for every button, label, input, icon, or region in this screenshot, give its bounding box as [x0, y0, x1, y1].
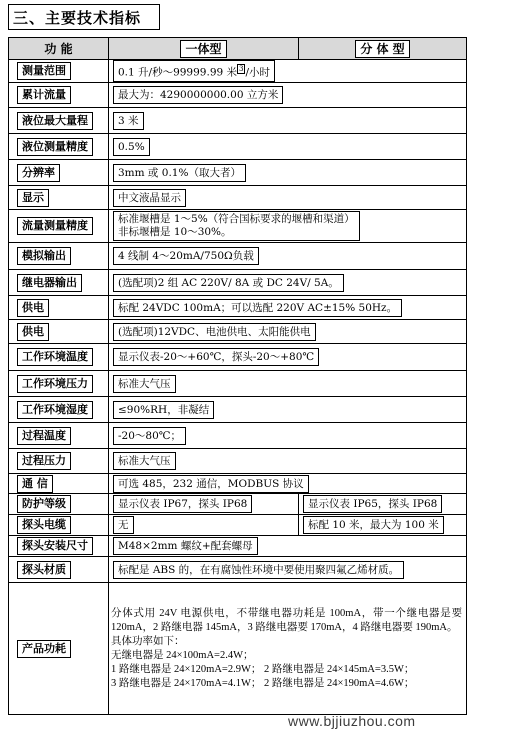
row-label: [9, 423, 109, 449]
table-row: [9, 515, 467, 536]
cell-text: 显示仪表 IP67，探头 IP68: [113, 495, 252, 513]
cell-text: 工作环境压力: [17, 375, 93, 393]
row-label: [9, 320, 109, 344]
table-row: [9, 320, 467, 344]
row-value: [109, 186, 467, 210]
row-value: [109, 536, 467, 557]
row-label: [9, 270, 109, 296]
row-label: [9, 371, 109, 397]
row-value: [109, 320, 467, 344]
cell-text: 中文液晶显示: [113, 189, 186, 207]
row-value: [109, 83, 467, 108]
cell-text: 4 线制 4～20mA/750Ω负载: [113, 247, 259, 265]
cell-text: 累计流量: [17, 86, 71, 104]
cell-text: 标准堰槽是 1～5%（符合国标要求的堰槽和渠道） 非标堰槽是 10～30%。: [113, 211, 360, 241]
cell-text: 供电: [17, 299, 49, 317]
row-label: [9, 186, 109, 210]
row-value: [109, 371, 467, 397]
cell-text: 液位测量精度: [17, 138, 93, 156]
cell-text: ≤90%RH，非凝结: [113, 401, 214, 419]
table-row: [9, 296, 467, 320]
cell-text: 0.5%: [113, 138, 150, 156]
table-row: [9, 371, 467, 397]
cell-text: 标配 10 米，最大为 100 米: [303, 516, 444, 534]
row-value: [299, 515, 467, 536]
cell-text: 工作环境温度: [17, 348, 93, 366]
section-title: 三、主要技术指标: [8, 4, 160, 30]
table-row: [9, 186, 467, 210]
row-label: [9, 60, 109, 83]
row-label: [9, 494, 109, 515]
cell-text: 模拟输出: [17, 247, 71, 265]
row-label: [9, 449, 109, 474]
cell-text: 可选 485，232 通信，MODBUS 协议: [113, 475, 309, 493]
row-value: [109, 344, 467, 371]
cell-text: 过程压力: [17, 452, 71, 470]
cell-text: 供电: [17, 323, 49, 341]
row-label: [9, 243, 109, 270]
cell-text: 防护等级: [17, 495, 71, 513]
cell-text: 继电器输出: [17, 274, 82, 292]
cell-text: 3 米: [113, 112, 144, 130]
row-label: [9, 515, 109, 536]
table-row: [9, 423, 467, 449]
table-row: [9, 108, 467, 134]
row-label: [9, 536, 109, 557]
cell-text: (选配项)12VDC、电池供电、太阳能供电: [113, 323, 316, 341]
row-label: [9, 210, 109, 243]
cell-text: 分 体 型: [355, 40, 409, 58]
table-row: [9, 134, 467, 160]
row-value: [299, 494, 467, 515]
cell-text: 最大为：4290000000.00 立方米: [113, 86, 283, 104]
row-value: [109, 134, 467, 160]
cell-text: M48×2mm 螺纹+配套螺母: [113, 537, 258, 555]
cell-text: 标准大气压: [113, 452, 176, 470]
cell-text: 一体型: [180, 40, 226, 58]
cell-text: 工作环境湿度: [17, 401, 93, 419]
table-row: [9, 344, 467, 371]
row-label: [9, 397, 109, 423]
header-split: [299, 38, 467, 60]
row-value: [109, 423, 467, 449]
cell-text: 无: [113, 516, 134, 534]
table-row: [9, 160, 467, 186]
table-row: [9, 536, 467, 557]
header-integrated: [109, 38, 299, 60]
cell-text: 标配是 ABS 的，在有腐蚀性环境中要使用聚四氟乙烯材质。: [113, 561, 404, 579]
table-row: [9, 60, 467, 83]
row-value: [109, 243, 467, 270]
row-label: [9, 296, 109, 320]
table-row: [9, 270, 467, 296]
row-value: [109, 296, 467, 320]
cell-text: 0.1 升/秒～99999.99 米 $^3$ /小时: [113, 60, 275, 82]
table-header: [9, 38, 467, 60]
cell-text: 流量测量精度: [17, 217, 93, 235]
cell-text: 标配 24VDC 100mA；可以选配 220V AC±15% 50Hz。: [113, 299, 402, 317]
product-power-text: 分体式用 24V 电源供电，不带继电器功耗是 100mA，带一个继电器是要 120mA，2 路继电器 145mA，3 路继电器要 170mA，4 路继电器要 190mA。 具体功率如下： 无继电器是 24×100mA=2.4W； 1 路继电器是 24×120mA=2.9W； 2 路继电器是 24×145mA=3.5W； 3 路继电器是 24×170mA=4.1W； 2 路继电器是 24×190mA=4.6W；: [111, 607, 462, 689]
row-value: [109, 397, 467, 423]
cell-text: 通 信: [17, 475, 53, 493]
row-label: [9, 474, 109, 494]
row-label: [9, 344, 109, 371]
cell-text: 显示仪表 IP65，探头 IP68: [303, 495, 442, 513]
table-row: [9, 449, 467, 474]
row-label: [9, 108, 109, 134]
row-value: [109, 60, 467, 83]
cell-text: 液位最大量程: [17, 112, 93, 130]
cell-text: 产品功耗: [17, 640, 71, 658]
cell-text: 过程温度: [17, 427, 71, 445]
row-value: [109, 474, 467, 494]
cell-text: 测量范围: [17, 62, 71, 80]
table-row: [9, 397, 467, 423]
cell-text: 探头材质: [17, 561, 71, 579]
cell-text: 3mm 或 0.1%（取大者）: [113, 164, 246, 182]
table-row: [9, 83, 467, 108]
cell-text: 分辨率: [17, 164, 60, 182]
row-value: [109, 557, 467, 583]
cell-text: 探头电缆: [17, 516, 71, 534]
cell-text: (选配项)2 组 AC 220V/ 8A 或 DC 24V/ 5A。: [113, 274, 344, 292]
row-label: [9, 83, 109, 108]
table-row: [9, 494, 467, 515]
row-value: [109, 494, 299, 515]
watermark-text: www.bjjiuzhou.com: [288, 713, 416, 729]
row-label: [9, 583, 109, 715]
cell-text: 显示: [17, 189, 49, 207]
row-value: [109, 449, 467, 474]
cell-text: -20～80℃；: [113, 427, 186, 445]
row-value: [109, 515, 299, 536]
row-value: [109, 108, 467, 134]
spec-table: [8, 37, 467, 715]
cell-text: 显示仪表-20～+60℃，探头-20～+80℃: [113, 348, 319, 366]
row-value: [109, 210, 467, 243]
table-row: [9, 557, 467, 583]
table-row: [9, 210, 467, 243]
table-row: [9, 474, 467, 494]
row-label: [9, 134, 109, 160]
row-label: [9, 557, 109, 583]
header-function: 功 能: [9, 38, 109, 60]
row-label: [9, 160, 109, 186]
cell-text: 探头安装尺寸: [17, 537, 93, 555]
row-value: [109, 270, 467, 296]
cell-text: 标准大气压: [113, 375, 176, 393]
row-value: [109, 160, 467, 186]
table-row-product-power: [9, 583, 467, 715]
table-row: [9, 243, 467, 270]
